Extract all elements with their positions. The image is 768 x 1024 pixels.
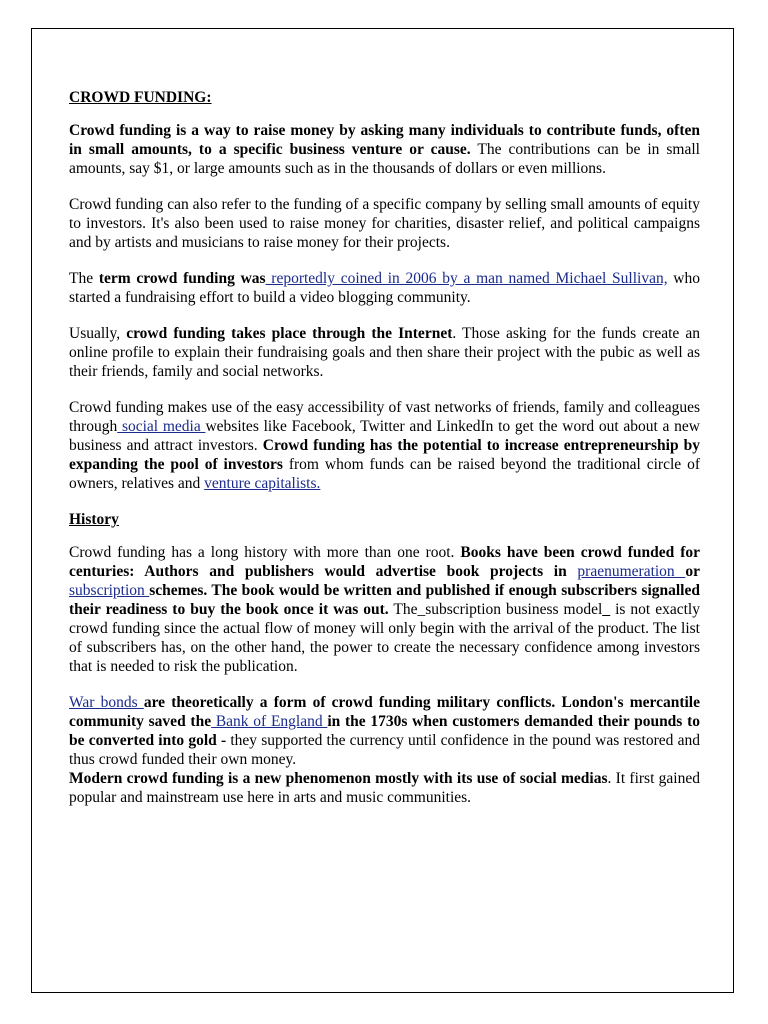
page-title: CROWD FUNDING: (69, 89, 212, 106)
paragraph-history (69, 543, 700, 676)
history-text-4: is not exactly crowd funding since the actual flow of money will only begin with the arrival of the product. The list of subscribers has, on the other hand, the power to create the necessary confidence among investors that is needed to risk the publication. (69, 601, 700, 675)
history-underscore-1: _ (417, 601, 426, 618)
modern-rest: . It first gained popular and mainstream use here in arts and music communities. (69, 770, 700, 806)
paragraph-networks (69, 398, 700, 493)
war-bonds-text: they supported the currency until confidence in the pound was restored and thus crowd funded their own money. (69, 732, 700, 768)
venture-capitalists-link[interactable]: venture capitalists. (204, 475, 321, 492)
paragraph-war-bonds (69, 693, 700, 769)
definition-rest: The contributions can be in small amounts, say $1, or large amounts such as in the thousands of dollars or even millions. (69, 141, 700, 177)
paragraph-internet (69, 324, 700, 381)
war-bonds-bold-1: are theoretically a form of crowd funding military conflicts. London's mercantile community saved the (69, 694, 700, 730)
history-bold-1: Books have been crowd funded for centuries: Authors and publishers would advertise book projects in (69, 544, 700, 580)
war-bonds-link[interactable]: War bonds (69, 694, 144, 711)
history-underscore-2: _ (602, 601, 611, 618)
internet-pre: Usually, (69, 325, 127, 342)
history-text-2: The (388, 601, 418, 618)
war-bonds-bold-2: in the 1730s when customers demanded their pounds to be converted into gold - (69, 713, 700, 749)
networks-text-1: Crowd funding makes use of the easy accessibility of vast networks of friends, family and colleagues through (69, 399, 700, 435)
networks-text-3: from whom funds can be raised beyond the traditional circle of owners, relatives and (69, 456, 700, 492)
history-text-1: Crowd funding has a long history with more than one root. (69, 544, 461, 561)
modern-bold: Modern crowd funding is a new phenomenon mostly with its use of social medias (69, 770, 608, 787)
social-media-link[interactable]: social media (117, 418, 206, 435)
paragraph-equity: Crowd funding can also refer to the funding of a specific company by selling small amounts of equity to investors. It's also been used to raise money for charities, disaster relief, and political campaigns and by artists and musicians to raise money for their projects. (69, 196, 700, 251)
praenumeration-link[interactable]: praenumeration (577, 563, 686, 580)
subscription-link[interactable]: subscription (69, 582, 150, 599)
origin-pre: The (69, 270, 99, 287)
history-text-3: subscription business model (425, 601, 603, 618)
networks-bold: Crowd funding has the potential to increase entrepreneurship by expanding the pool of investors (69, 437, 700, 473)
bank-of-england-link[interactable]: Bank of England (211, 713, 328, 730)
internet-rest: . Those asking for the funds create an online profile to explain their fundraising goals and then share their project with the pubic as well as their friends, family and social networks. (69, 325, 700, 380)
origin-rest: who started a fundraising effort to build a video blogging community. (69, 270, 700, 306)
networks-text-2: websites like Facebook, Twitter and LinkedIn to get the word out about a new business and attract investors. (69, 418, 700, 454)
paragraph-origin (69, 269, 700, 307)
michael-sullivan-link[interactable]: reportedly coined in 2006 by a man named Michael Sullivan, (265, 270, 668, 287)
history-heading: History (69, 511, 119, 528)
internet-bold: crowd funding takes place through the Internet (126, 325, 453, 342)
definition-bold: Crowd funding is a way to raise money by asking many individuals to contribute funds, often in small amounts, to a specific business venture or cause. (69, 122, 700, 158)
history-bold-3: schemes. The book would be written and published if enough subscribers signalled their readiness to buy the book once it was out. (69, 582, 700, 618)
origin-bold: term crowd funding was (98, 270, 266, 287)
history-bold-2: or (685, 563, 701, 580)
paragraph-definition (69, 121, 700, 178)
paragraph-modern (69, 769, 700, 807)
document-body (69, 88, 700, 824)
